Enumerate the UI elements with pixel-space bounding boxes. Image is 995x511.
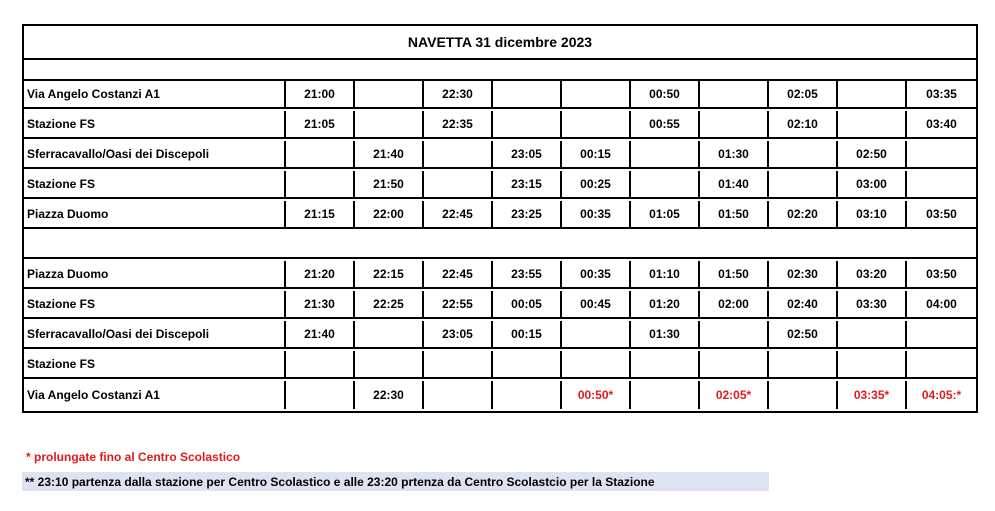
time-cell: 22:30	[355, 381, 424, 409]
table-row	[24, 291, 976, 319]
time-cell: 21:40	[355, 141, 424, 167]
blank-row	[24, 60, 976, 81]
time-cell: 22:30	[424, 81, 493, 107]
time-cell: 03:00	[838, 171, 907, 197]
time-cell: 22:45	[424, 201, 493, 227]
time-cell: 02:00	[700, 291, 769, 317]
stop-name: Sferracavallo/Oasi dei Discepoli	[24, 141, 286, 167]
time-cell	[700, 111, 769, 137]
time-cell	[424, 381, 493, 409]
time-cell	[286, 351, 355, 377]
time-cell	[769, 141, 838, 167]
time-cell: 02:05*	[700, 381, 769, 409]
time-cell	[493, 81, 562, 107]
time-cell: 00:55	[631, 111, 700, 137]
table-row	[24, 111, 976, 139]
stop-name: Sferracavallo/Oasi dei Discepoli	[24, 321, 286, 347]
schedule-table	[22, 24, 978, 413]
table-row	[24, 381, 976, 409]
time-cell: 01:50	[700, 201, 769, 227]
time-cell: 00:35	[562, 201, 631, 227]
time-cell: 21:00	[286, 81, 355, 107]
separator-row	[24, 231, 976, 259]
time-cell: 22:45	[424, 261, 493, 287]
table-title: NAVETTA 31 dicembre 2023	[24, 26, 976, 60]
time-cell: 00:35	[562, 261, 631, 287]
time-cell: 22:25	[355, 291, 424, 317]
time-cell	[631, 381, 700, 409]
table-row	[24, 321, 976, 349]
time-cell	[838, 321, 907, 347]
time-cell: 02:10	[769, 111, 838, 137]
time-cell: 21:30	[286, 291, 355, 317]
time-cell	[493, 381, 562, 409]
time-cell	[355, 81, 424, 107]
time-cell	[907, 141, 976, 167]
time-cell: 22:55	[424, 291, 493, 317]
stop-name: Stazione FS	[24, 351, 286, 377]
time-cell	[769, 381, 838, 409]
time-cell: 01:30	[631, 321, 700, 347]
stop-name: Stazione FS	[24, 171, 286, 197]
time-cell	[562, 351, 631, 377]
time-cell: 02:05	[769, 81, 838, 107]
time-cell: 01:50	[700, 261, 769, 287]
footnote-extended: * prolungate fino al Centro Scolastico	[26, 450, 241, 464]
time-cell: 21:40	[286, 321, 355, 347]
time-cell: 02:50	[769, 321, 838, 347]
footnote-departures: ** 23:10 partenza dalla stazione per Centro Scolastico e alle 23:20 prtenza da Centro Scolastcio per la Stazione	[22, 472, 769, 491]
time-cell: 01:20	[631, 291, 700, 317]
time-cell: 00:50*	[562, 381, 631, 409]
time-cell: 23:05	[424, 321, 493, 347]
stop-name: Piazza Duomo	[24, 261, 286, 287]
time-cell: 01:30	[700, 141, 769, 167]
time-cell	[631, 141, 700, 167]
time-cell	[286, 381, 355, 409]
time-cell: 03:50	[926, 267, 957, 281]
time-cell	[424, 351, 493, 377]
time-cell	[562, 81, 631, 107]
table-row	[24, 351, 976, 379]
time-cell: 02:30	[769, 261, 838, 287]
time-cell	[355, 351, 424, 377]
time-cell	[838, 111, 907, 137]
time-cell: 23:15	[493, 171, 562, 197]
time-cell: 03:30	[838, 291, 907, 317]
time-cell	[286, 171, 355, 197]
time-cell: 00:25	[562, 171, 631, 197]
time-cell	[355, 321, 424, 347]
time-cell: 00:50	[631, 81, 700, 107]
time-cell: 03:20	[838, 261, 907, 287]
stop-name: Piazza Duomo	[24, 201, 286, 227]
time-cell: 03:35*	[838, 381, 907, 409]
stop-name: Via Angelo Costanzi A1	[24, 381, 286, 409]
time-cell	[424, 141, 493, 167]
time-cell	[700, 81, 769, 107]
time-cell: 02:20	[769, 201, 838, 227]
time-cell: 01:10	[631, 261, 700, 287]
time-cell	[562, 111, 631, 137]
time-cell: 03:35	[926, 87, 957, 101]
time-cell	[700, 321, 769, 347]
time-cell	[286, 141, 355, 167]
time-cell	[907, 171, 976, 197]
stop-name: Via Angelo Costanzi A1	[24, 81, 286, 107]
time-cell	[838, 81, 907, 107]
stop-name: Stazione FS	[24, 291, 286, 317]
time-cell: 21:20	[286, 261, 355, 287]
time-cell: 01:05	[631, 201, 700, 227]
time-cell: 00:05	[493, 291, 562, 317]
time-cell	[907, 351, 976, 377]
time-cell: 21:05	[286, 111, 355, 137]
time-cell: 22:15	[355, 261, 424, 287]
time-cell: 23:05	[493, 141, 562, 167]
time-cell	[493, 351, 562, 377]
time-cell: 23:25	[493, 201, 562, 227]
time-cell: 22:00	[355, 201, 424, 227]
time-cell: 22:35	[424, 111, 493, 137]
time-cell: 00:15	[562, 141, 631, 167]
time-cell	[562, 321, 631, 347]
time-cell: 03:10	[838, 201, 907, 227]
time-cell: 23:55	[493, 261, 562, 287]
table-row	[24, 171, 976, 199]
time-cell	[769, 351, 838, 377]
time-cell	[700, 351, 769, 377]
table-row	[24, 81, 976, 109]
time-cell: 21:50	[355, 171, 424, 197]
table-row	[24, 201, 976, 229]
time-cell: 00:45	[562, 291, 631, 317]
time-cell: 00:15	[493, 321, 562, 347]
stop-name: Stazione FS	[24, 111, 286, 137]
time-cell	[907, 321, 976, 347]
time-cell: 21:15	[286, 201, 355, 227]
time-cell: 03:50	[926, 207, 957, 221]
time-cell: 02:40	[769, 291, 838, 317]
time-cell: 01:40	[700, 171, 769, 197]
time-cell	[355, 111, 424, 137]
time-cell: 03:40	[926, 117, 957, 131]
time-cell: 02:50	[838, 141, 907, 167]
time-cell	[838, 351, 907, 377]
time-cell	[631, 171, 700, 197]
time-cell	[631, 351, 700, 377]
time-cell: 04:05:*	[921, 388, 962, 402]
time-cell	[493, 111, 562, 137]
table-row	[24, 261, 976, 289]
time-cell	[424, 171, 493, 197]
table-row	[24, 141, 976, 169]
time-cell: 04:00	[926, 297, 957, 311]
time-cell	[769, 171, 838, 197]
